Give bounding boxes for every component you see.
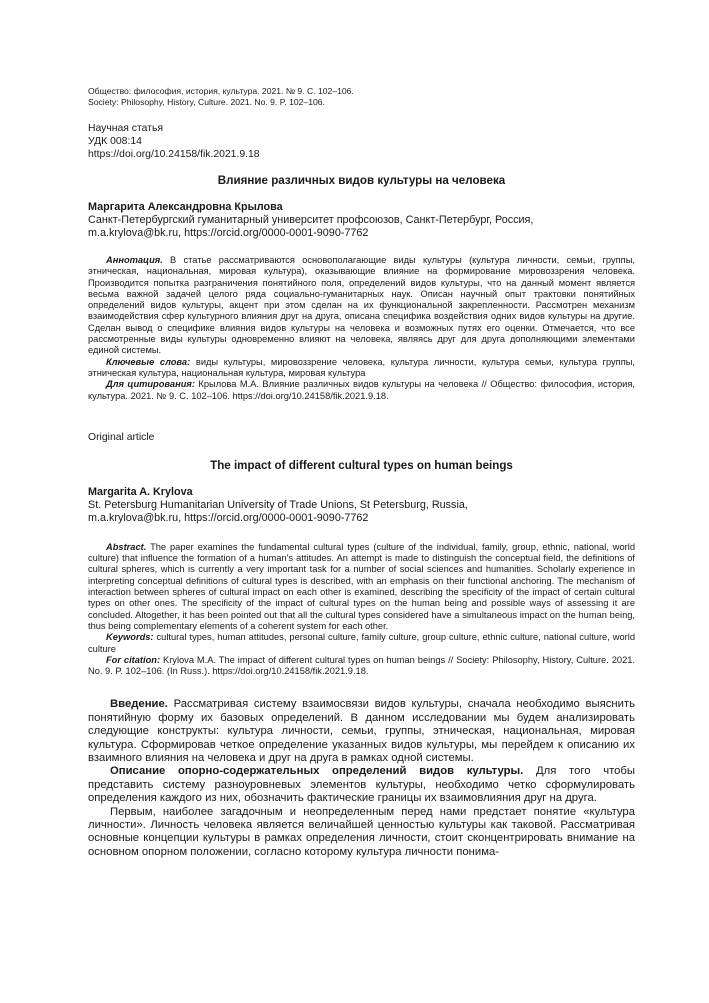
article-title-ru: Влияние различных видов культуры на человека <box>217 174 506 187</box>
udc-code: УДК 008:14 <box>88 136 142 147</box>
body-paragraph-personal-culture <box>88 806 635 860</box>
paragraph-text: Для того чтобы представить систему разноуровневых элементов культуры, необходимо четко сформулировать определения каждого из них, обозначить фактические границы их взаимовлияния друг на друга. <box>88 765 636 805</box>
abstract-block-ru <box>88 255 635 402</box>
author-name-en: Margarita A. Krylova <box>88 485 193 498</box>
journal-line-ru: Общество: философия, история, культура. 2021. № 9. С. 102–106. <box>88 86 354 96</box>
author-affiliation-ru: Санкт-Петербургский гуманитарный университет профсоюзов, Санкт-Петербург, Россия, <box>88 214 534 226</box>
author-block-en <box>88 486 635 525</box>
keywords-text-en: cultural types, human attitudes, personal culture, family culture, group culture, ethnic culture, national culture, world culture <box>88 632 635 654</box>
keywords-paragraph-ru <box>88 357 635 380</box>
keywords-label-ru: Ключевые слова: <box>106 356 191 367</box>
journal-line-en: Society: Philosophy, History, Culture. 2021. No. 9. P. 102–106. <box>88 97 325 107</box>
article-type-ru: Научная статья <box>88 123 163 134</box>
citation-label-en: For citation: <box>106 654 161 665</box>
abstract-text-ru: В статье рассматриваются основополагающие виды культуры (культура личности, семьи, группы, этническая, национальная, мировая культура), оказывающие влияние на формирование мировоззрения человека. Производится попытка разграничения понятийного поля, определений видов культуры, что на данный момент является весьма важной задачей целого ряда социально-гуманитарных наук. Описан научный опыт трактовки понятийных определений видов культуры, акцент при этом сделан на их функциональной закрепленности. Рассмотрен механизм взаимодействия сфер культурного влияния друг на друга, описана специфика воздействия одних видов культуры на другие. Сделан вывод о специфике влияния видов культуры на человека и возможных путях его оценки. Отмечается, что все рассмотренные виды культуры одновременно влияют на человека, являясь друг для друга дополняющими элементами единой системы. <box>88 255 635 356</box>
author-contact-en[interactable]: m.a.krylova@bk.ru, https://orcid.org/0000-0001-9090-7762 <box>88 511 369 524</box>
body-paragraph-introduction <box>88 698 635 765</box>
article-meta <box>88 122 635 161</box>
article-title-en: The impact of different cultural types on human beings <box>210 458 513 472</box>
author-affiliation-en: St. Petersburg Humanitarian University of Trade Unions, St Petersburg, Russia, <box>88 498 468 511</box>
article-type-en: Original article <box>88 431 155 443</box>
citation-paragraph-ru <box>88 379 635 402</box>
keywords-text-ru: виды культуры, мировоззрение человека, культура личности, культура семьи, культура группы, этническая культура, национальная культура, мировая культура <box>88 356 635 378</box>
author-name-ru: Маргарита Александровна Крылова <box>88 201 283 213</box>
citation-label-ru: Для цитирования: <box>106 379 195 390</box>
paragraph-lead: Введение. <box>110 698 168 711</box>
citation-text-en: Krylova M.A. The impact of different cultural types on human beings // Society: Philosophy, History, Culture. 2021. No. 9. P. 102–106. (In Russ.). https://doi.org/10.24158/fik.2021.9.18. <box>88 654 635 677</box>
keywords-paragraph-en <box>88 632 635 655</box>
paragraph-lead: Описание опорно-содержательных определений видов культуры. <box>110 765 524 778</box>
paragraph-text: Рассматривая систему взаимосвязи видов культуры, сначала необходимо выяснить понятийную форму их базовых определений. В данном исследовании мы будем анализировать следующие конструкты: культура личности, семьи, группы, этническая, национальная, мировая культура. Сформировав четкое определение указанных видов культуры, мы перейдем к описанию их взаимного влияния на человека и друг на друга в рамках одной системы. <box>88 698 635 765</box>
abstract-paragraph-ru <box>88 255 635 357</box>
citation-paragraph-en <box>88 655 635 678</box>
doi-link[interactable]: https://doi.org/10.24158/fik.2021.9.18 <box>88 149 260 160</box>
article-body <box>88 698 635 859</box>
abstract-label-ru: Аннотация. <box>106 255 163 265</box>
author-contact-ru[interactable]: m.a.krylova@bk.ru, https://orcid.org/0000-0001-9090-7762 <box>88 227 369 239</box>
journal-header <box>88 86 635 108</box>
keywords-label-en: Keywords: <box>106 632 154 643</box>
paragraph-text: Первым, наиболее загадочным и неопределенным перед нами предстает понятие «культура личности». Личность человека является величайшей ценностью культуры как таковой. Рассматривая основные концепции культуры в рамках определения личности, стоит сконцентрировать внимание на основном опорном положении, согласно которому культура личности понима- <box>88 805 635 858</box>
author-block-ru <box>88 201 635 240</box>
abstract-label-en: Abstract. <box>106 541 147 552</box>
body-paragraph-definitions <box>88 765 635 805</box>
abstract-text-en: The paper examines the fundamental cultural types (culture of the individual, family, group, ethnic, national, world culture) that influence the formation of a human's attitudes. An attempt is made to distinguish the conceptual field, the definitions of cultural spheres, which is currently a very important task for a number of social sciences and humanities. Scholarly experience in interpreting conceptual definitions of cultural types is described, with an emphasis on their functional anchoring. The mechanism of interaction between spheres of cultural impact on each other is examined, describing the specificity of the impact of certain cultural types on other ones. The specificity of the impact of cultural types on the human being and possible ways of assessing it are concluded. Altogether, it has been pointed out that all the cultural types considered have a simultaneous impact on the human being, thus being complementary elements of a coherent system for each other. <box>88 541 635 631</box>
citation-text-ru: Крылова М.А. Влияние различных видов культуры на человека // Общество: философия, история, культура. 2021. № 9. С. 102–106. https://doi.org/10.24158/fik.2021.9.18. <box>88 379 635 401</box>
abstract-paragraph-en <box>88 542 635 632</box>
abstract-block-en <box>88 542 635 678</box>
